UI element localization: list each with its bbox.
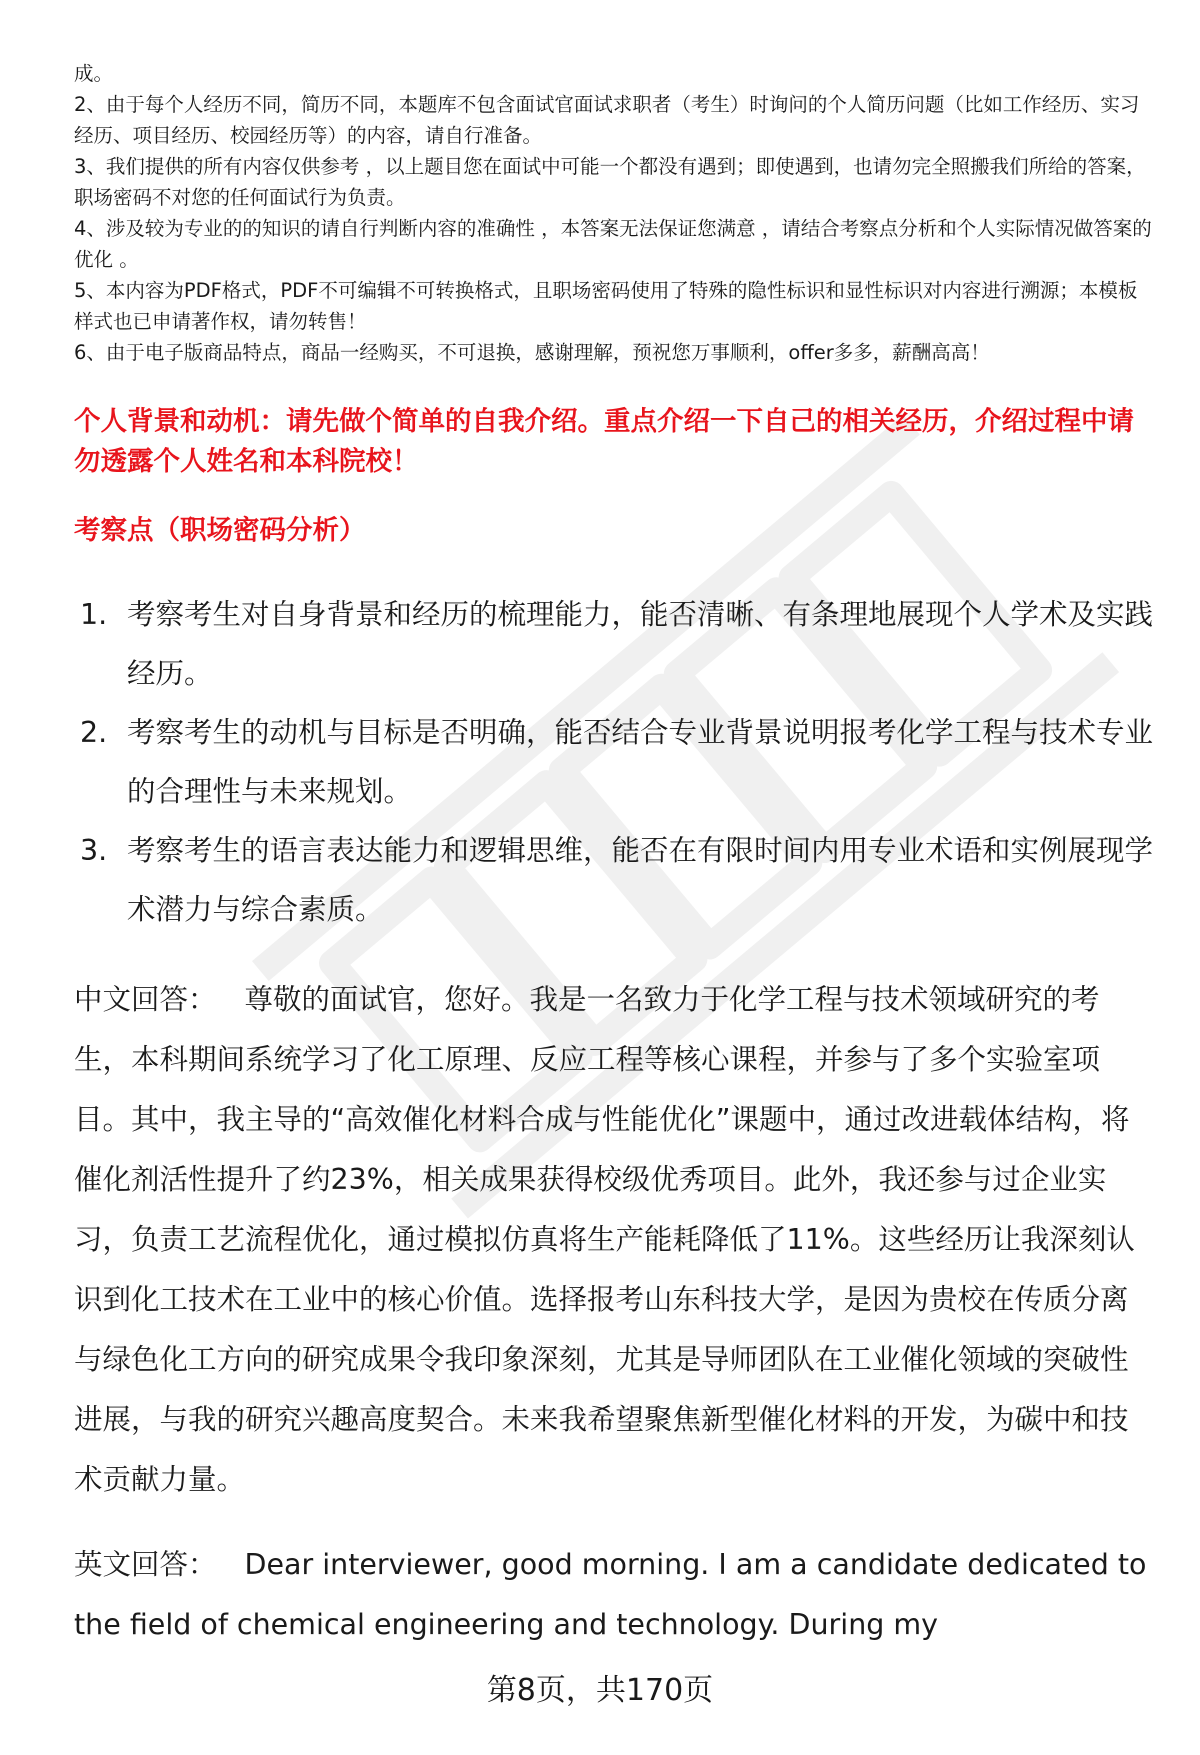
english-answer	[74, 1535, 1154, 1655]
list-number: 3.	[80, 834, 108, 867]
list-item-text: 考察考生对自身背景和经历的梳理能力，能否清晰、有条理地展现个人学术及实践经历。	[127, 598, 1154, 690]
chinese-answer-text: 尊敬的面试官，您好。我是一名致力于化学工程与技术领域研究的考生，本科期间系统学习了化工原理、反应工程等核心课程，并参与了多个实验室项目。其中，我主导的“高效催化材料合成与性能优化”课题中，通过改进载体结构，将催化剂活性提升了约23%，相关成果获得校级优秀项目。此外，我还参与过企业实习，负责工艺流程优化，通过模拟仿真将生产能耗降低了11%。这些经历让我深刻认识到化工技术在工业中的核心价值。选择报考山东科技大学，是因为贵校在传质分离与绿色化工方向的研究成果令我印象深刻，尤其是导师团队在工业催化领域的突破性进展，与我的研究兴趣高度契合。未来我希望聚焦新型催化材料的开发，为碳中和技术贡献力量。	[74, 983, 1135, 1496]
page-number: 第8页，共170页	[486, 1673, 714, 1708]
chinese-answer-label: 中文回答：	[74, 983, 217, 1016]
list-number: 2.	[80, 716, 108, 749]
interview-question: 个人背景和动机：请先做个简单的自我介绍。重点介绍一下自己的相关经历，介绍过程中请勿透露个人姓名和本科院校！	[74, 406, 1134, 477]
analysis-points	[80, 585, 1154, 939]
note-line: 成。	[74, 62, 114, 85]
note-line: 3、我们提供的所有内容仅供参考 ，以上题目您在面试中可能一个都没有遇到；即使遇到，也请勿完全照搬我们所给的答案，职场密码不对您的任何面试行为负责。	[74, 155, 1146, 209]
note-line: 4、涉及较为专业的的知识的请自行判断内容的准确性 ，本答案无法保证您满意 ，请结合考察点分析和个人实际情况做答案的优化 。	[74, 217, 1152, 271]
english-answer-label: 英文回答：	[74, 1548, 217, 1581]
disclaimer-notes	[74, 58, 1154, 368]
english-answer-text: Dear interviewer, good morning. I am a candidate dedicated to the field of chemical engineering and technology. During my	[74, 1548, 1147, 1641]
list-number: 1.	[80, 598, 108, 631]
list-item	[80, 585, 1154, 703]
note-line: 5、本内容为PDF格式，PDF不可编辑不可转换格式，且职场密码使用了特殊的隐性标识和显性标识对内容进行溯源；本模板样式也已申请著作权，请勿转售！	[74, 279, 1138, 333]
list-item	[80, 821, 1154, 939]
list-item	[80, 703, 1154, 821]
chinese-answer	[74, 970, 1154, 1510]
note-line: 2、由于每个人经历不同，简历不同，本题库不包含面试官面试求职者（考生）时询问的个人简历问题（比如工作经历、实习经历、项目经历、校园经历等）的内容，请自行准备。	[74, 93, 1140, 147]
list-item-text: 考察考生的动机与目标是否明确，能否结合专业背景说明报考化学工程与技术专业的合理性与未来规划。	[127, 716, 1154, 808]
analysis-heading: 考察点（职场密码分析）	[74, 515, 366, 546]
list-item-text: 考察考生的语言表达能力和逻辑思维，能否在有限时间内用专业术语和实例展现学术潜力与综合素质。	[127, 834, 1154, 926]
note-line: 6、由于电子版商品特点，商品一经购买，不可退换，感谢理解，预祝您万事顺利，offer多多，薪酬高高！	[74, 341, 990, 364]
